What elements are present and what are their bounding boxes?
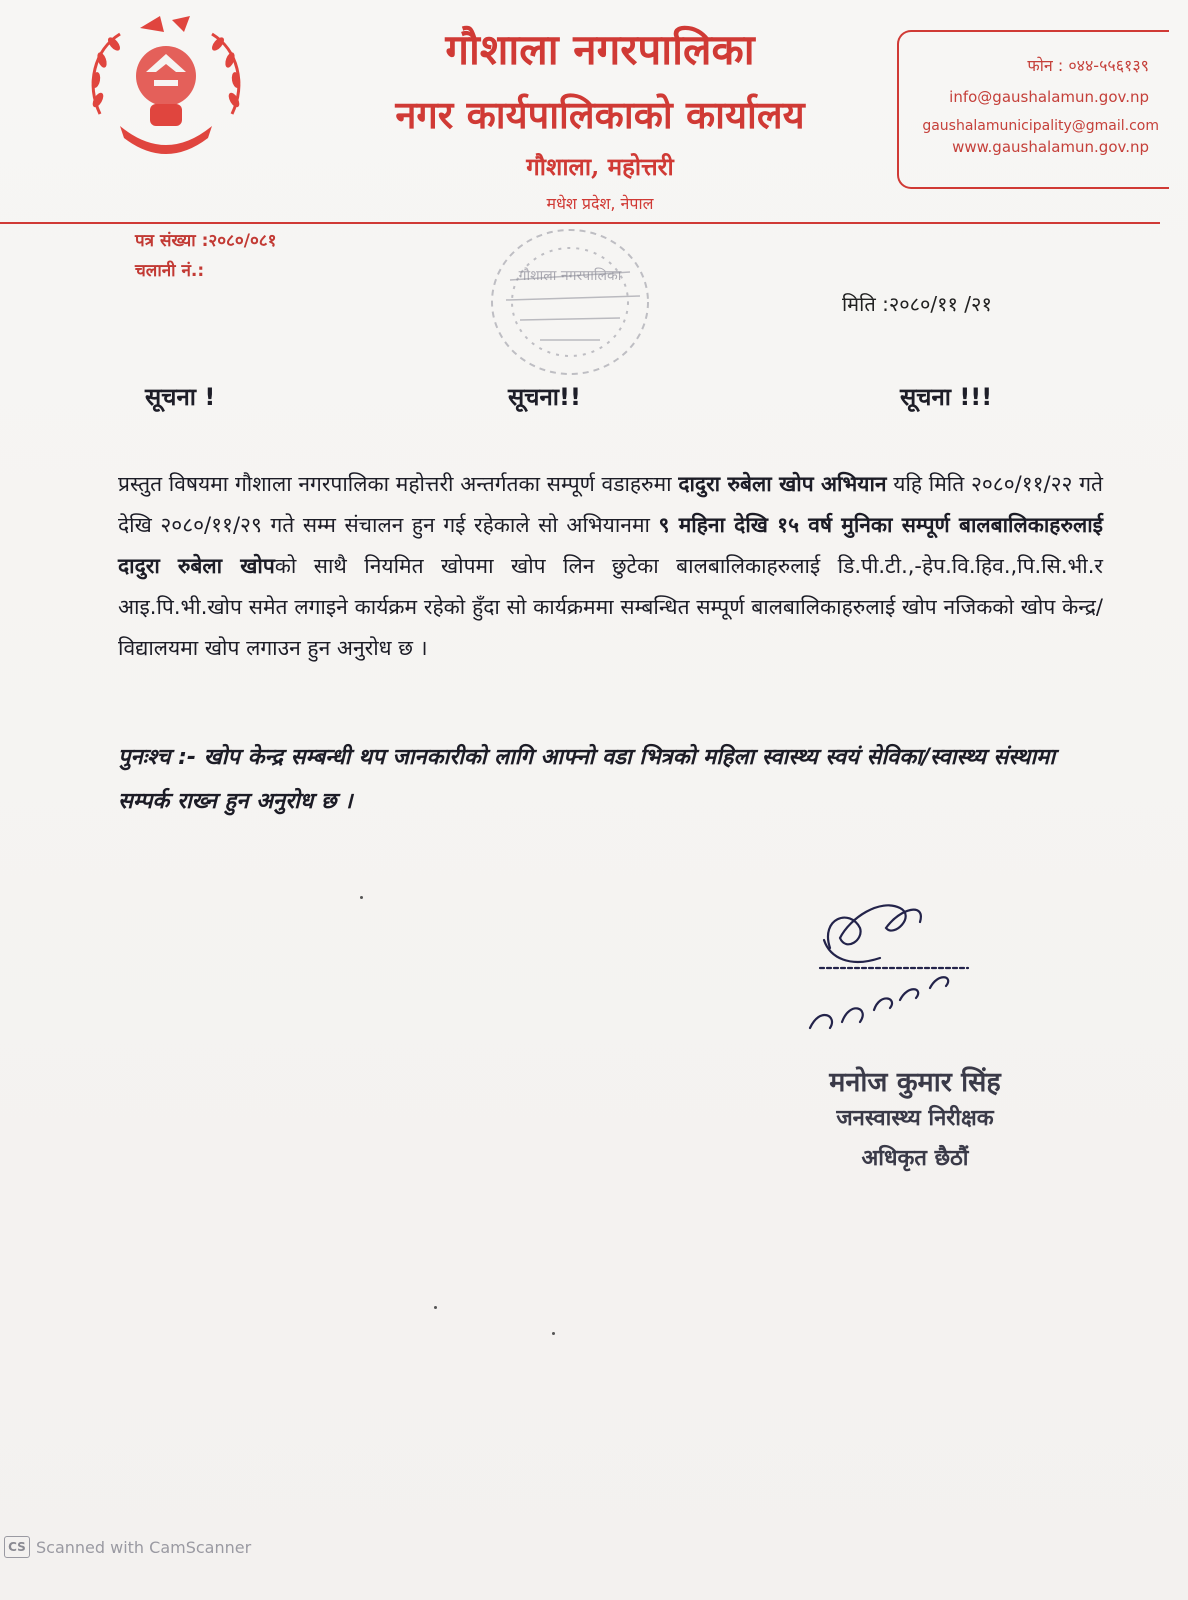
signatory-office: अधिकृत छैठौं <box>861 1146 969 1171</box>
letter-date: मिति :२०८०/११ /२१ <box>842 292 992 316</box>
nepal-emblem-icon <box>80 14 252 166</box>
scan-speck <box>552 1332 555 1335</box>
municipality-name: गौशाला नगरपालिका <box>445 25 755 74</box>
stamp-text: गौशाला नगरपालिका <box>518 268 622 284</box>
contact-email: info@gaushalamun.gov.np <box>949 88 1149 106</box>
body-text-1: प्रस्तुत विषयमा गौशाला नगरपालिका महोत्तरी अन्तर्गतका सम्पूर्ण वडाहरुमा <box>118 472 679 496</box>
body-bold-2: ९ महिना देखि १५ वर्ष मुनिका सम्पूर्ण बालबालिकाहरुलाई दादुरा रुबेला खोप <box>118 513 1103 578</box>
contact-website: www.gaushalamun.gov.np <box>952 138 1149 156</box>
province-name: मधेश प्रदेश, नेपाल <box>546 194 654 213</box>
contact-phone: फोन : ०४४-५५६१३९ <box>1027 56 1149 75</box>
contact-box <box>897 30 1169 189</box>
signature-icon <box>790 888 990 1038</box>
notice-heading-3: सूचना !!! <box>900 383 993 411</box>
notice-body <box>118 464 1103 669</box>
notice-heading-2: सूचना!! <box>508 383 581 411</box>
body-bold-1: दादुरा रुबेला खोप अभियान <box>678 472 887 496</box>
postscript: पुनःश्च :- खोप केन्द्र सम्बन्धी थप जानकारीको लागि आफ्नो वडा भित्रको महिला स्वास्थ्य स्वयं सेविका/स्वास्थ्य संस्थामा सम्पर्क राख्न हुन अनुरोध छ । <box>118 745 1056 814</box>
dispatch-number: चलानी नं.: <box>135 261 205 281</box>
camscanner-logo-icon: CS <box>4 1536 30 1558</box>
body-text-2: यहि मिति २०८०/११/२२ गते देखि २०८०/११/२९ गते सम्म संचालन हुन गई रहेकाले सो अभियानमा <box>118 472 1103 537</box>
camscanner-text: Scanned with CamScanner <box>36 1537 252 1557</box>
camscanner-watermark <box>4 1536 251 1558</box>
body-text-3: को साथै नियमित खोपमा खोप लिन छुटेका बालबालिकाहरुलाई डि.पी.टी.,-हेप.वि.हिव.,पि.सि.भी.र आइ.पि.भी.खोप समेत लगाइने कार्यक्रम रहेको हुँदा सो कार्यक्रममा सम्बन्धित सम्पूर्ण बालबालिकाहरुलाई खोप नजिकको खोप केन्द्र/विद्यालयमा खोप लगाउन हुन अनुरोध छ । <box>118 554 1103 660</box>
letter-number: पत्र संख्या :२०८०/०८१ <box>135 231 277 251</box>
office-name: नगर कार्यपालिकाको कार्यालय <box>395 92 805 137</box>
scan-speck <box>360 896 363 899</box>
signatory-name: मनोज कुमार सिंह <box>829 1067 1001 1098</box>
contact-email-alt: gaushalamunicipality@gmail.com <box>922 118 1159 134</box>
scan-speck <box>434 1306 437 1309</box>
signatory-designation: जनस्वास्थ्य निरीक्षक <box>836 1106 994 1131</box>
notice-heading-1: सूचना ! <box>145 383 216 411</box>
office-location: गौशाला, महोत्तरी <box>526 152 674 181</box>
